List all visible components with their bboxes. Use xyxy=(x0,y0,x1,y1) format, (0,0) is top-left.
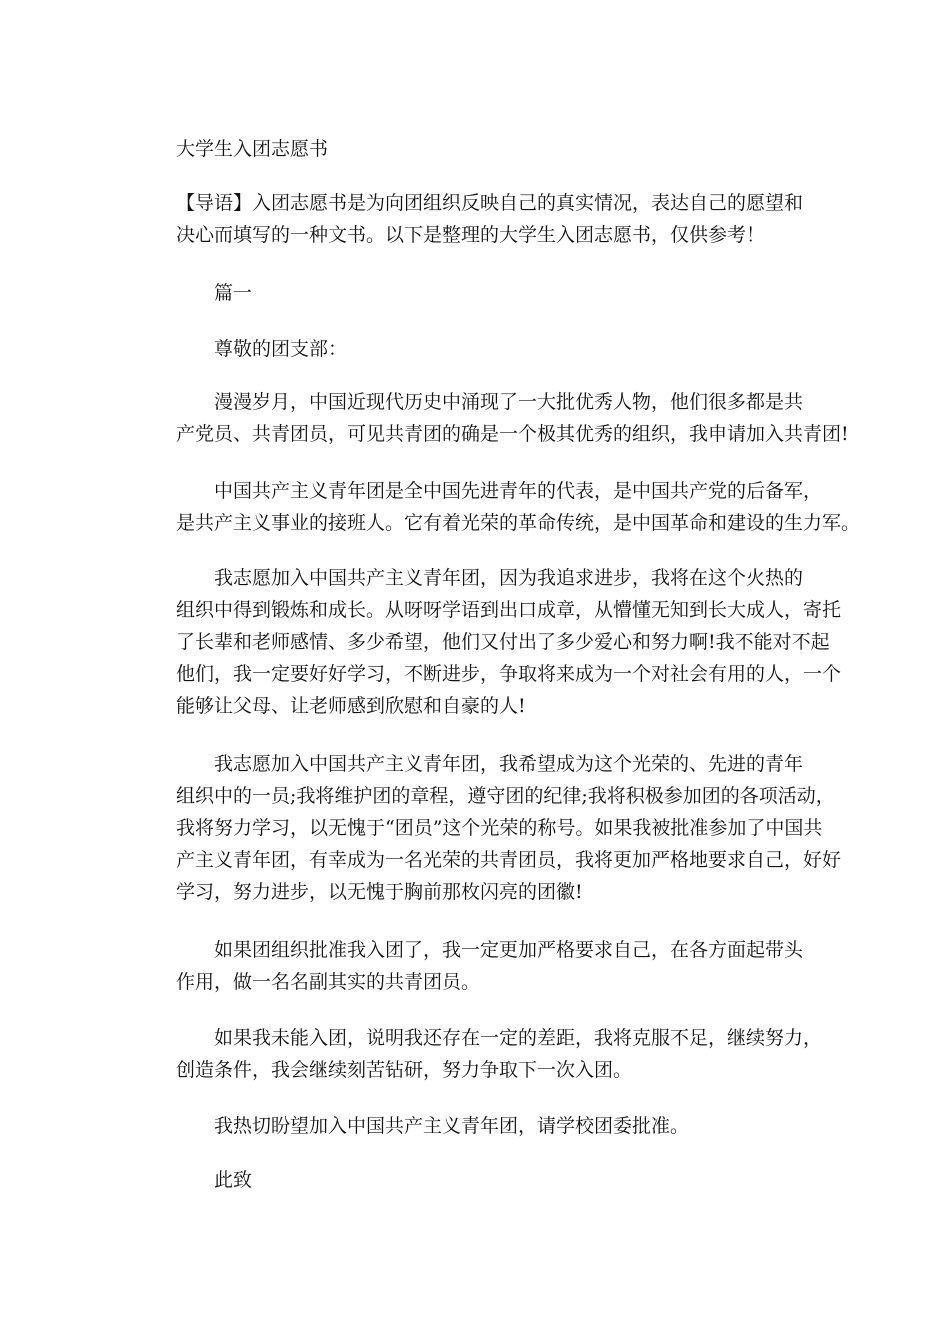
paragraph-line: 漫漫岁月，中国近现代历史中涌现了一大批优秀人物，他们很多都是共 xyxy=(214,391,804,413)
paragraph-3 xyxy=(176,562,841,722)
paragraph-1 xyxy=(176,386,849,450)
document-title: 大学生入团志愿书 xyxy=(176,138,329,160)
section-heading: 篇一 xyxy=(214,282,253,304)
paragraph-line: 组织中的一员;我将维护团的章程，遵守团的纪律;我将积极参加团的各项活动， xyxy=(176,785,835,807)
paragraph-line: 创造条件，我会继续刻苦钻研，努力争取下一次入团。 xyxy=(176,1059,633,1081)
intro-line-2: 决心而填写的一种文书。以下是整理的大学生入团志愿书，仅供参考！ xyxy=(176,224,766,246)
paragraph-line: 如果我未能入团，说明我还存在一定的差距，我将克服不足，继续努力， xyxy=(214,1027,823,1049)
paragraph-line: 我将努力学习，以无愧于“团员”这个光荣的称号。如果我被批准参加了中国共 xyxy=(176,817,823,839)
paragraph-line: 学习，努力进步，以无愧于胸前那枚闪亮的团徽! xyxy=(176,881,583,903)
paragraph-7 xyxy=(176,1110,689,1142)
paragraph-line: 我热切盼望加入中国共产主义青年团，请学校团委批准。 xyxy=(214,1115,690,1137)
paragraph-6 xyxy=(176,1022,822,1086)
paragraph-line: 如果团组织批准我入团了，我一定更加严格要求自己，在各方面起带头 xyxy=(214,939,804,961)
paragraph-line: 他们，我一定要好好学习，不断进步，争取将来成为一个对社会有用的人，一个 xyxy=(176,663,842,685)
paragraph-line: 组织中得到锻炼和成长。从呀呀学语到出口成章，从懵懂无知到长大成人，寄托 xyxy=(176,599,842,621)
paragraph-line: 我志愿加入中国共产主义青年团，因为我追求进步，我将在这个火热的 xyxy=(214,567,804,589)
paragraph-line: 产党员、共青团员，可见共青团的确是一个极其优秀的组织，我申请加入共青团! xyxy=(176,423,849,445)
salutation: 尊敬的团支部： xyxy=(214,338,348,360)
paragraph-line: 产主义青年团，有幸成为一名光荣的共青团员，我将更加严格地要求自己，好好 xyxy=(176,849,842,871)
paragraph-line: 能够让父母、让老师感到欣慰和自豪的人! xyxy=(176,695,526,717)
intro-paragraph xyxy=(176,187,803,251)
paragraph-line: 我志愿加入中国共产主义青年团，我希望成为这个光荣的、先进的青年 xyxy=(214,753,804,775)
paragraph-line: 是共产主义事业的接班人。它有着光荣的革命传统，是中国革命和建设的生力军。 xyxy=(176,512,861,534)
paragraph-5 xyxy=(176,934,803,998)
paragraph-4 xyxy=(176,748,841,908)
intro-line-1: 【导语】入团志愿书是为向团组织反映自己的真实情况，表达自己的愿望和 xyxy=(176,192,804,214)
paragraph-line: 了长辈和老师感情、多少希望，他们又付出了多少爱心和努力啊!我不能对不起 xyxy=(176,631,830,653)
paragraph-line: 中国共产主义青年团是全中国先进青年的代表，是中国共产党的后备军， xyxy=(214,480,823,502)
paragraph-2 xyxy=(176,475,860,539)
paragraph-line: 作用，做一名名副其实的共青团员。 xyxy=(176,971,481,993)
closing-line: 此致 xyxy=(214,1169,253,1191)
